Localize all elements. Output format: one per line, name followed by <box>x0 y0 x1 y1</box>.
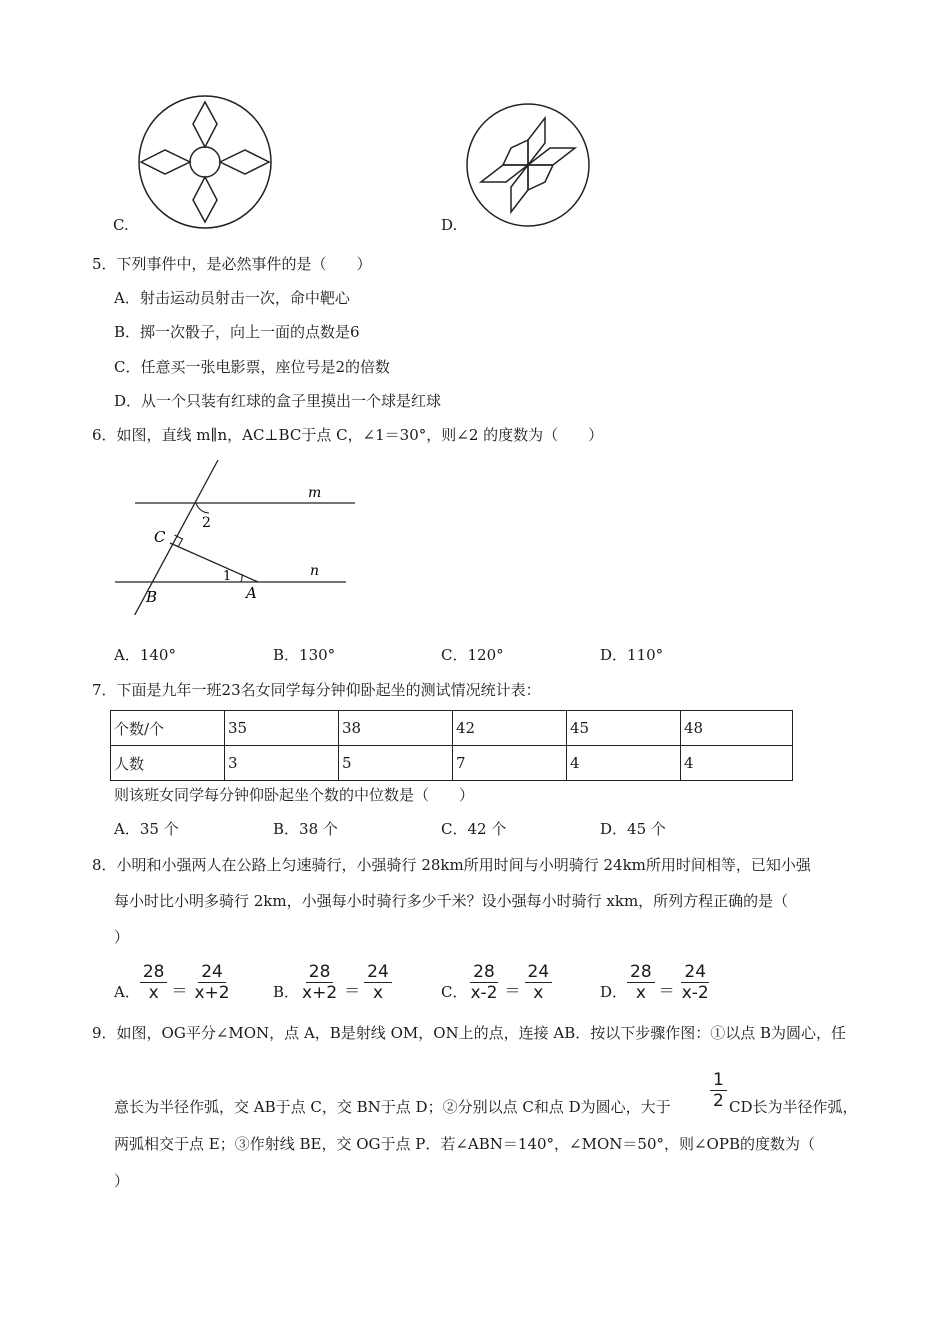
q8-option-d <box>600 962 712 1003</box>
fraction: $\frac{28}{x}$ <box>140 962 168 1003</box>
q7-stem: 7．下面是九年一班23名女同学每分钟仰卧起坐的测试情况统计表： <box>92 681 541 699</box>
label-angle-1: 1 <box>223 569 232 584</box>
q8-line-3: ） <box>114 928 130 946</box>
q8-line-1: 8．小明和小强两人在公路上匀速骑行，小强骑行 28km所用时间与小明骑行 24km所用时间相等，已知小强 <box>92 856 811 874</box>
q9-line-3: 两弧相交于点 E；③作射线 BE，交 OG于点 P．若∠ABN＝140°，∠MON＝50°，则∠OPB的度数为（ <box>114 1135 815 1153</box>
table-cell: 5 <box>339 746 453 781</box>
fraction: $\frac{28}{x-2}$ <box>470 962 498 1003</box>
label-m: m <box>308 485 322 501</box>
fraction: $\frac{24}{x+2}$ <box>194 962 230 1003</box>
q7-stats-table <box>110 710 793 781</box>
rhombus-top <box>193 102 217 147</box>
table-row <box>111 746 793 781</box>
q5-option-c: C．任意买一张电影票，座位号是2的倍数 <box>114 358 391 376</box>
table-cell: 42 <box>453 711 567 746</box>
fraction: $\frac{28}{x+2}$ <box>302 962 338 1003</box>
q5-option-a: A．射击运动员射击一次，命中靶心 <box>114 289 350 307</box>
inner-circle <box>190 147 220 177</box>
q4-option-c-figure <box>135 92 275 232</box>
transversal-bc <box>132 460 218 615</box>
equals-sign: ＝ <box>504 981 521 1000</box>
table-cell: 3 <box>225 746 339 781</box>
option-label: C． <box>441 983 468 1001</box>
q9-half-fraction: 1 2 <box>710 1070 727 1111</box>
q8-option-b <box>273 962 392 1003</box>
q9-line-1: 9．如图，OG平分∠MON，点 A，B是射线 OM，ON上的点，连接 AB．按以下步骤作图：①以点 B为圆心，任 <box>92 1024 847 1042</box>
q7-option-c: C．42 个 <box>441 820 507 838</box>
q4-option-c-label: C. <box>113 216 129 234</box>
label-angle-2: 2 <box>202 515 211 531</box>
q7-option-a: A．35 个 <box>114 820 179 838</box>
table-cell: 4 <box>681 746 793 781</box>
q7-option-b: B．38 个 <box>273 820 338 838</box>
q6-option-c: C．120° <box>441 646 504 664</box>
table-cell: 38 <box>339 711 453 746</box>
label-a: A <box>246 584 257 602</box>
table-cell: 45 <box>567 711 681 746</box>
equals-sign: ＝ <box>344 981 361 1000</box>
table-cell: 35 <box>225 711 339 746</box>
segment-ca <box>170 543 258 582</box>
q9-line-2b: CD长为半径作弧， <box>729 1098 858 1116</box>
q7-option-d: D．45 个 <box>600 820 666 838</box>
q5-stem: 5．下列事件中，是必然事件的是（ ） <box>92 255 372 273</box>
q5-option-d: D．从一个只装有红球的盒子里摸出一个球是红球 <box>114 392 442 410</box>
q6-option-a: A．140° <box>114 646 176 664</box>
fraction: $\frac{28}{x}$ <box>627 962 655 1003</box>
q8-option-a <box>114 962 233 1003</box>
label-n: n <box>310 563 320 579</box>
q6-option-b: B．130° <box>273 646 336 664</box>
angle-2-arc <box>196 503 209 513</box>
q6-option-d: D．110° <box>600 646 664 664</box>
q4-option-d-figure <box>463 100 593 230</box>
table-cell: 48 <box>681 711 793 746</box>
option-label: D． <box>600 983 628 1001</box>
q6-figure <box>110 455 370 615</box>
equals-sign: ＝ <box>171 981 188 1000</box>
q9-line-4: ） <box>114 1172 130 1190</box>
table-row <box>111 711 793 746</box>
fraction: $\frac{24}{x}$ <box>364 962 392 1003</box>
table-cell: 7 <box>453 746 567 781</box>
rhombus-bottom <box>193 177 217 222</box>
option-label: A． <box>114 983 140 1001</box>
q4-option-d-label: D. <box>441 216 458 234</box>
fraction: $\frac{24}{x-2}$ <box>681 962 709 1003</box>
q5-option-b: B．掷一次骰子，向上一面的点数是6 <box>114 323 360 341</box>
option-label: B． <box>273 983 300 1001</box>
table-cell: 4 <box>567 746 681 781</box>
table-cell: 个数/个 <box>111 711 225 746</box>
q8-option-c <box>441 962 552 1003</box>
q9-line-2a: 意长为半径作弧，交 AB于点 C，交 BN于点 D；②分别以点 C和点 D为圆心，大于 <box>114 1098 671 1116</box>
equals-sign: ＝ <box>658 981 675 1000</box>
label-b: B <box>146 588 158 606</box>
q7-question: 则该班女同学每分钟仰卧起坐个数的中位数是（ ） <box>114 786 475 804</box>
q6-stem: 6．如图，直线 m∥n，AC⊥BC于点 C，∠1＝30°，则∠2 的度数为（ ） <box>92 426 604 444</box>
outer-circle <box>139 96 271 228</box>
label-c: C <box>154 528 166 546</box>
fraction: $\frac{24}{x}$ <box>525 962 553 1003</box>
pinwheel <box>481 118 575 212</box>
rhombus-left <box>141 150 190 174</box>
rhombus-right <box>220 150 269 174</box>
q8-line-2: 每小时比小明多骑行 2km，小强每小时骑行多少千米？设小强每小时骑行 xkm，所列方程正确的是（ <box>114 892 789 910</box>
table-cell: 人数 <box>111 746 225 781</box>
